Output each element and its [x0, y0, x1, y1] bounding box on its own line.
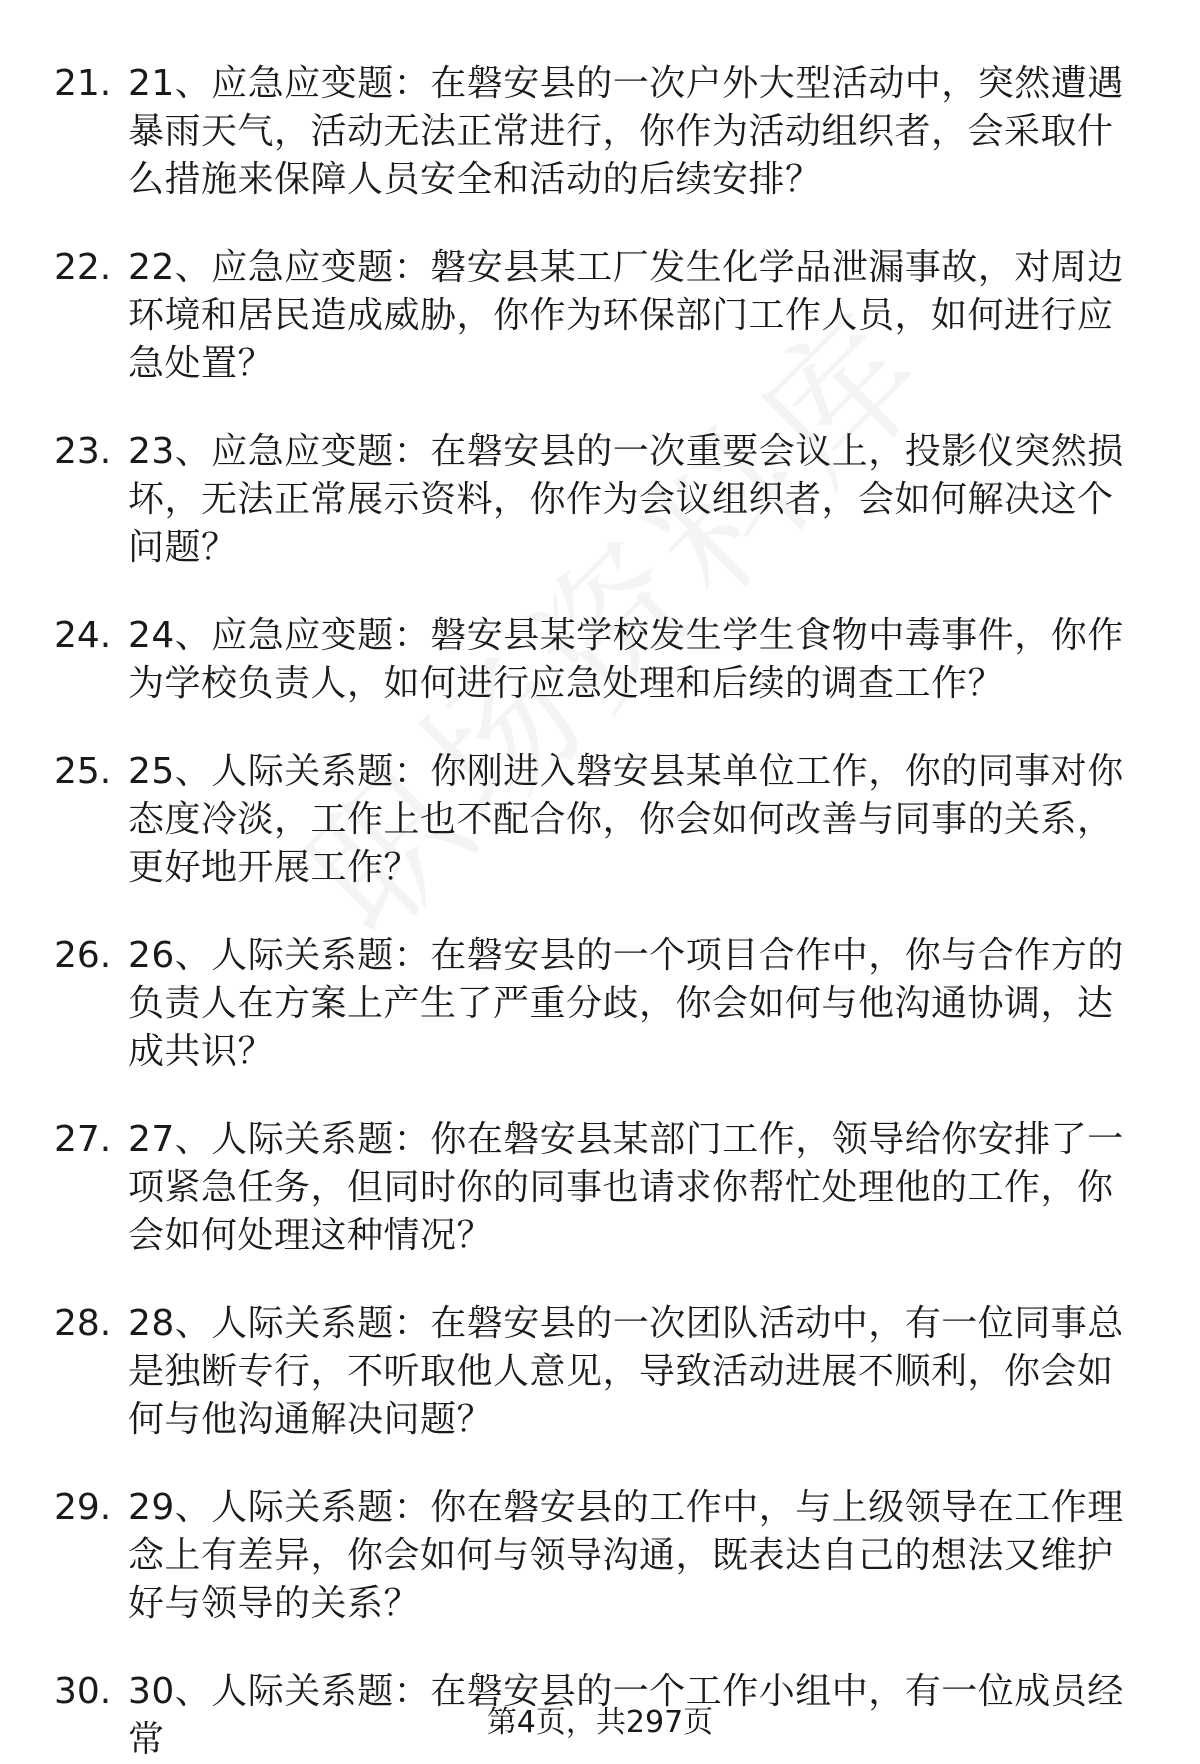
question-item-26 — [0, 932, 1200, 1116]
question-number: 25. — [54, 751, 112, 792]
question-number: 29. — [54, 1487, 112, 1528]
question-number: 30. — [54, 1671, 112, 1712]
question-text: 30、人际关系题：在磐安县的一个工作小组中，有一位成员经常 — [128, 1671, 1124, 1760]
question-number: 24. — [54, 615, 112, 656]
question-number: 22. — [54, 247, 112, 288]
question-item-25 — [0, 748, 1200, 932]
question-number: 27. — [54, 1119, 112, 1160]
question-text: 28、人际关系题：在磐安县的一次团队活动中，有一位同事总是独断专行，不听取他人意见，导致活动进展不顺利，你会如何与他沟通解决问题？ — [128, 1303, 1124, 1440]
question-item-22 — [0, 244, 1200, 428]
question-number: 26. — [54, 935, 112, 976]
question-text: 21、应急应变题：在磐安县的一次户外大型活动中，突然遭遇暴雨天气，活动无法正常进行，你作为活动组织者，会采取什么措施来保障人员安全和活动的后续安排？ — [128, 63, 1124, 200]
question-text: 25、人际关系题：你刚进入磐安县某单位工作，你的同事对你态度冷淡，工作上也不配合你，你会如何改善与同事的关系，更好地开展工作？ — [128, 751, 1124, 888]
question-item-21 — [0, 60, 1200, 244]
question-item-23 — [0, 428, 1200, 612]
question-text: 23、应急应变题：在磐安县的一次重要会议上，投影仪突然损坏，无法正常展示资料，你作为会议组织者，会如何解决这个问题？ — [128, 431, 1124, 568]
question-item-27 — [0, 1116, 1200, 1300]
question-item-28 — [0, 1300, 1200, 1484]
question-item-29 — [0, 1484, 1200, 1668]
question-text: 22、应急应变题：磐安县某工厂发生化学品泄漏事故，对周边环境和居民造成威胁，你作为环保部门工作人员，如何进行应急处置？ — [128, 247, 1124, 384]
question-number: 23. — [54, 431, 112, 472]
question-number: 21. — [54, 63, 112, 104]
question-text: 24、应急应变题：磐安县某学校发生学生食物中毒事件，你作为学校负责人，如何进行应急处理和后续的调查工作？ — [128, 615, 1124, 704]
question-item-24 — [0, 612, 1200, 748]
page-footer: 第4页，共297页 — [486, 1705, 714, 1740]
question-text: 27、人际关系题：你在磐安县某部门工作，领导给你安排了一项紧急任务，但同时你的同事也请求你帮忙处理他的工作，你会如何处理这种情况？ — [128, 1119, 1124, 1256]
question-text: 29、人际关系题：你在磐安县的工作中，与上级领导在工作理念上有差异，你会如何与领导沟通，既表达自己的想法又维护好与领导的关系？ — [128, 1487, 1124, 1624]
question-text: 26、人际关系题：在磐安县的一个项目合作中，你与合作方的负责人在方案上产生了严重分歧，你会如何与他沟通协调，达成共识？ — [128, 935, 1124, 1072]
question-number: 28. — [54, 1303, 112, 1344]
